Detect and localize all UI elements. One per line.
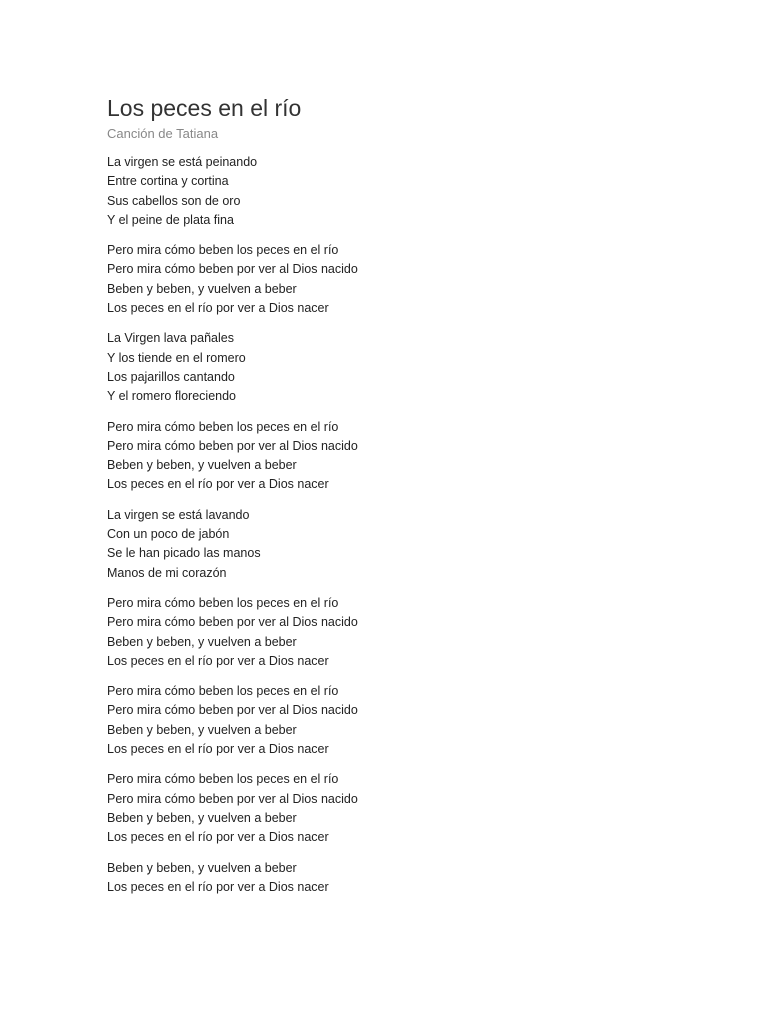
lyric-line: Entre cortina y cortina xyxy=(107,174,229,189)
stanza xyxy=(107,506,707,583)
lyric-line: Pero mira cómo beben los peces en el río xyxy=(107,243,339,258)
lyric-line: Pero mira cómo beben por ver al Dios nacido xyxy=(107,703,358,718)
document-page xyxy=(107,92,707,908)
lyric-line: Y el peine de plata fina xyxy=(107,212,234,227)
stanza xyxy=(107,682,707,759)
lyric-line: Beben y beben, y vuelven a beber xyxy=(107,810,297,825)
lyric-line: Con un poco de jabón xyxy=(107,527,230,542)
page-subtitle: Canción de Tatiana xyxy=(107,126,219,141)
lyric-line: La virgen se está peinando xyxy=(107,155,258,169)
lyric-line: Pero mira cómo beben por ver al Dios nacido xyxy=(107,791,358,806)
lyric-line: Pero mira cómo beben por ver al Dios nacido xyxy=(107,262,358,277)
lyric-line: Pero mira cómo beben los peces en el río xyxy=(107,772,339,787)
lyric-line: Pero mira cómo beben por ver al Dios nacido xyxy=(107,615,358,630)
lyric-line: Los peces en el río por ver a Dios nacer xyxy=(107,477,329,492)
lyric-line: La virgen se está lavando xyxy=(107,507,250,522)
lyric-line: Los peces en el río por ver a Dios nacer xyxy=(107,653,329,668)
lyric-line: Pero mira cómo beben por ver al Dios nacido xyxy=(107,438,358,453)
lyric-line: Beben y beben, y vuelven a beber xyxy=(107,722,297,737)
lyric-line: Los peces en el río por ver a Dios nacer xyxy=(107,301,329,316)
stanza xyxy=(107,594,707,671)
lyric-line: La Virgen lava pañales xyxy=(107,331,234,346)
lyric-line: Beben y beben, y vuelven a beber xyxy=(107,458,297,473)
lyric-line: Pero mira cómo beben los peces en el río xyxy=(107,419,339,434)
stanza xyxy=(107,418,707,495)
lyric-line: Beben y beben, y vuelven a beber xyxy=(107,281,297,296)
lyric-line: Los peces en el río por ver a Dios nacer xyxy=(107,830,329,845)
lyric-line: Beben y beben, y vuelven a beber xyxy=(107,634,297,649)
lyric-line: Pero mira cómo beben los peces en el río xyxy=(107,684,339,699)
lyric-line: Y el romero floreciendo xyxy=(107,389,237,404)
stanza xyxy=(107,859,707,898)
lyric-line: Los peces en el río por ver a Dios nacer xyxy=(107,742,329,757)
stanza xyxy=(107,329,707,406)
lyric-line: Se le han picado las manos xyxy=(107,546,261,561)
lyric-line: Manos de mi corazón xyxy=(107,565,227,580)
lyric-line: Pero mira cómo beben los peces en el río xyxy=(107,595,339,610)
stanza xyxy=(107,153,707,230)
lyric-line: Beben y beben, y vuelven a beber xyxy=(107,860,297,875)
lyrics-body xyxy=(107,153,707,897)
stanza xyxy=(107,241,707,318)
lyric-line: Los pajarillos cantando xyxy=(107,369,235,384)
page-title: Los peces en el río xyxy=(107,95,302,121)
lyric-line: Los peces en el río por ver a Dios nacer xyxy=(107,879,329,894)
lyric-line: Y los tiende en el romero xyxy=(107,350,246,365)
stanza xyxy=(107,770,707,847)
lyric-line: Sus cabellos son de oro xyxy=(107,193,241,208)
